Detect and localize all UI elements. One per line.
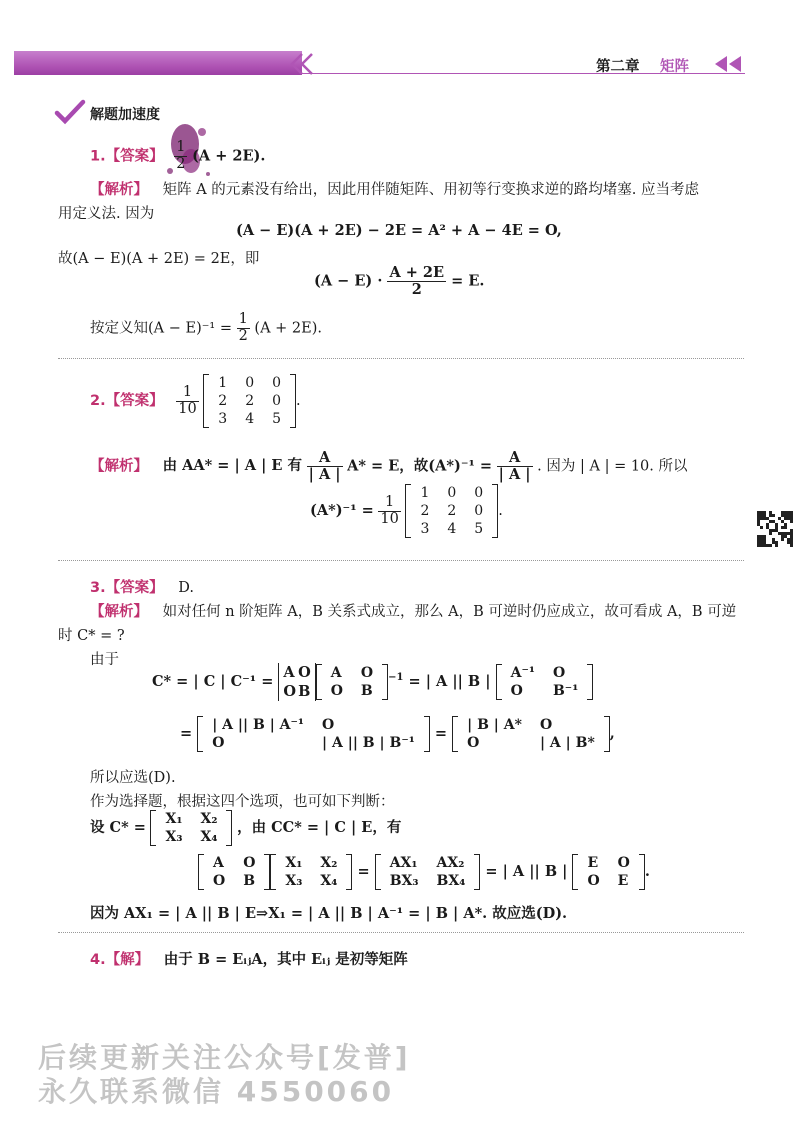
fraction-denominator: 2 <box>176 155 186 172</box>
eq2-fraction <box>387 265 446 298</box>
qr-module <box>757 541 760 544</box>
fraction-denominator: 10 <box>178 400 197 417</box>
frac-A-absA <box>497 450 533 483</box>
matrix-e-cell: E <box>587 855 599 871</box>
qr-module <box>775 523 778 526</box>
matrix-inv-cell: A⁻¹ <box>510 665 535 681</box>
matrix-AO <box>316 664 388 700</box>
matrix-big2-row <box>458 716 604 734</box>
matrix-AX <box>375 854 481 890</box>
matrix-ax-cell: AX₂ <box>436 855 465 871</box>
qr-module <box>775 526 778 529</box>
watermark-line2: 永久联系微信 4550060 <box>38 1075 395 1108</box>
qr-module <box>769 544 772 547</box>
matrix-ao-row <box>322 682 382 700</box>
qr-module <box>769 532 772 535</box>
matrix-ao-cell: B <box>360 683 373 699</box>
eq-left: (A*)⁻¹ = <box>310 502 374 519</box>
qr-module <box>784 532 787 535</box>
frac-A-absA <box>307 450 343 483</box>
analysis-a: 由 AA* = | A | E 有 <box>162 457 303 475</box>
matrix-cell: 0 <box>245 375 255 391</box>
problem-1-eq1: (A − E)(A + 2E) − 2E = A² + A − 4E = O, <box>236 222 562 239</box>
qr-module <box>775 529 778 532</box>
matrix-x-row <box>156 810 226 828</box>
problem-3-line6 <box>90 810 401 846</box>
matrix-big1-cell: | A || B | A⁻¹ <box>212 717 305 733</box>
matrix-e-cell: O <box>617 855 630 871</box>
matrix-cell: 0 <box>474 503 484 519</box>
problem-3-line3: 由于 <box>90 652 119 668</box>
divider <box>58 932 744 933</box>
matrix-cell: 2 <box>245 393 255 409</box>
header-title: 矩阵 <box>660 59 689 75</box>
problem-3-eq1 <box>152 663 593 701</box>
qr-module <box>763 514 766 517</box>
qr-module <box>775 541 778 544</box>
qr-module <box>760 538 763 541</box>
fraction-denominator: 2 <box>238 327 248 344</box>
matrix-ao-cell: O <box>243 855 256 871</box>
problem-3-answer <box>90 576 194 597</box>
matrix-cell: 5 <box>272 411 282 427</box>
problem-2-answer: 2.【答案】 $\frac{1}{10}$ 1 0 0 2 2 0 3 4 5 . <box>90 375 301 427</box>
frac-den-absA: | A | <box>498 465 531 483</box>
qr-module <box>790 544 793 547</box>
qr-code <box>757 509 793 549</box>
qr-module <box>784 526 787 529</box>
matrix-row <box>209 374 290 392</box>
problem-3-line2: 时 C* = ? <box>58 628 125 644</box>
eq1-mid: = | A || B | <box>408 673 491 690</box>
matrix-inv-cell: O <box>552 665 566 681</box>
matrix-e-row <box>578 854 638 872</box>
matrix-ao-cell: A <box>213 855 224 871</box>
frac-den-absA: | A | <box>308 465 341 483</box>
problem-2-eq: (A*)⁻¹ = $\frac{1}{10}$ 1 0 0 2 2 0 3 4 5 . <box>310 485 503 537</box>
fraction-denominator: 10 <box>380 510 399 527</box>
section-title: 解题加速度 <box>90 107 160 123</box>
matrix-cell: 0 <box>272 375 282 391</box>
qr-module <box>781 520 784 523</box>
frac-num-A: A <box>307 450 343 467</box>
matrix-cell: 2 <box>218 393 228 409</box>
divider <box>58 358 744 359</box>
qr-module <box>781 535 784 538</box>
eq2-comma: , <box>609 725 615 742</box>
det-cell: O <box>298 664 311 681</box>
analysis-label: 【解析】 <box>90 604 148 620</box>
answer-expr: (A + 2E). <box>192 147 266 165</box>
matrix-cell: 3 <box>420 521 430 537</box>
det-cell: B <box>298 683 311 700</box>
eq3-mid: = | A || B | <box>485 863 568 880</box>
qr-module <box>787 541 790 544</box>
det-AO <box>278 663 315 701</box>
problem-4 <box>90 948 408 969</box>
matrix-big2 <box>452 716 610 752</box>
qr-module <box>784 511 787 514</box>
matrix-big1 <box>197 716 430 752</box>
qr-module <box>781 511 784 514</box>
qr-module <box>757 517 760 520</box>
qr-module <box>790 532 793 535</box>
fraction-numerator: 1 <box>176 139 186 155</box>
matrix-inv <box>496 664 594 700</box>
matrix-ax-cell: BX₄ <box>436 873 466 889</box>
qr-module <box>763 511 766 514</box>
matrix-x-cell: X₄ <box>320 873 338 889</box>
eq2-den: 2 <box>411 280 422 298</box>
qr-module <box>757 523 760 526</box>
qr-module <box>757 544 760 547</box>
analysis-text: 矩阵 A 的元素没有给出，因此用伴随矩阵、用初等行变换求逆的路均堵塞. 应当考虑 <box>162 182 700 198</box>
matrix-row <box>411 502 492 520</box>
matrix-cell: 5 <box>474 521 484 537</box>
matrix-ao-row <box>322 664 382 682</box>
qr-module <box>772 538 775 541</box>
matrix-ax-cell: BX₃ <box>389 873 419 889</box>
matrix-cell: 0 <box>272 393 282 409</box>
matrix-row <box>209 410 290 428</box>
matrix-row <box>411 520 492 538</box>
matrix-big1-row <box>203 734 424 752</box>
qr-module <box>781 514 784 517</box>
qr-module <box>781 526 784 529</box>
matrix-big2-cell: O <box>467 735 480 751</box>
matrix-X <box>270 854 352 890</box>
double-triangle-left-icon <box>713 56 745 72</box>
qr-module <box>757 511 760 514</box>
qr-module <box>784 514 787 517</box>
matrix-x-cell: X₃ <box>285 873 303 889</box>
qr-module <box>757 520 760 523</box>
matrix-cell: 1 <box>218 375 228 391</box>
qr-module <box>790 535 793 538</box>
qr-module <box>787 517 790 520</box>
qr-module <box>769 520 772 523</box>
matrix-ao-row <box>204 854 264 872</box>
matrix-AO <box>198 854 270 890</box>
matrix-inv-cell: B⁻¹ <box>552 683 579 699</box>
answer-label: 1.【答案】 <box>90 148 164 165</box>
qr-module <box>787 532 790 535</box>
eq-matrix <box>405 484 498 538</box>
problem-3-eq3 <box>198 854 650 890</box>
qr-module <box>787 514 790 517</box>
fraction-half <box>174 140 187 173</box>
matrix-ao-cell: O <box>360 665 374 681</box>
matrix-cell: 0 <box>447 485 457 501</box>
fraction-half <box>237 312 250 345</box>
matrix-cell: 0 <box>474 485 484 501</box>
matrix-x-cell: X₃ <box>165 829 183 845</box>
qr-module <box>769 511 772 514</box>
matrix-row <box>411 484 492 502</box>
qr-module <box>778 517 781 520</box>
matrix-ax-cell: AX₁ <box>389 855 418 871</box>
matrix-X <box>150 810 232 846</box>
line6-pre: 设 C* = <box>90 819 146 836</box>
problem-3-eq2 <box>180 716 615 752</box>
qr-module <box>760 541 763 544</box>
matrix-x-row <box>276 854 346 872</box>
answer-label: 3.【答案】 <box>90 580 164 596</box>
qr-module <box>775 544 778 547</box>
matrix-cell: 1 <box>420 485 430 501</box>
answer-fraction <box>176 385 198 418</box>
matrix-ao-cell: O <box>213 873 226 889</box>
matrix-cell: 2 <box>420 503 430 519</box>
qr-module <box>772 541 775 544</box>
matrix-x-cell: X₁ <box>165 811 183 827</box>
qr-module <box>781 538 784 541</box>
matrix-big2-cell: | A | B* <box>539 735 595 751</box>
matrix-ax-row <box>381 854 475 872</box>
qr-module <box>790 538 793 541</box>
fraction-numerator: 1 <box>238 311 248 327</box>
qr-module <box>763 517 766 520</box>
matrix-inv-row <box>502 664 588 682</box>
problem-1-analysis-line2: 用定义法. 因为 <box>58 206 155 222</box>
eq3-end: . <box>644 863 650 880</box>
analysis-text: 如对任何 n 阶矩阵 A，B 关系式成立，那么 A，B 可逆时仍应成立，故可看成 A，B 可逆 <box>162 604 737 620</box>
watermark-line1: 后续更新关注公众号[发普] <box>38 1041 411 1074</box>
det-cell: A <box>283 664 295 681</box>
matrix-ao-cell: B <box>243 873 256 889</box>
conclusion-pre: 按定义知(A − E)⁻¹ = <box>90 320 232 337</box>
matrix-big1-cell: O <box>322 717 335 733</box>
answer-matrix <box>203 374 296 428</box>
matrix-row <box>209 392 290 410</box>
matrix-x-row <box>276 872 346 890</box>
qr-module <box>790 517 793 520</box>
eq2-mid: = <box>434 725 448 742</box>
problem-1-line3: 故(A − E)(A + 2E) = 2E，即 <box>58 251 260 267</box>
qr-module <box>763 535 766 538</box>
line6-post: ，由 CC* = | C | E，有 <box>237 819 402 836</box>
qr-module <box>760 511 763 514</box>
qr-module <box>790 511 793 514</box>
qr-module <box>784 517 787 520</box>
qr-module <box>781 532 784 535</box>
qr-module <box>766 523 769 526</box>
matrix-x-cell: X₁ <box>285 855 303 871</box>
analysis-b: A* = E，故(A*)⁻¹ = <box>347 457 493 475</box>
eq2-left: (A − E) · <box>314 272 383 290</box>
problem-1-eq2 <box>314 265 484 298</box>
problem-3-line5: 作为选择题，根据这四个选项，也可如下判断： <box>90 794 395 810</box>
analysis-label: 【解析】 <box>90 458 148 475</box>
divider <box>58 560 744 561</box>
matrix-x-cell: X₂ <box>200 811 218 827</box>
eq3-eq: = <box>357 863 370 880</box>
matrix-x-cell: X₄ <box>200 829 218 845</box>
qr-module <box>760 535 763 538</box>
qr-module <box>757 514 760 517</box>
matrix-x-cell: X₂ <box>320 855 338 871</box>
matrix-cell: 2 <box>447 503 457 519</box>
matrix-ax-row <box>381 872 475 890</box>
check-icon <box>54 99 86 125</box>
qr-module <box>778 532 781 535</box>
matrix-E <box>572 854 644 890</box>
matrix-cell: 3 <box>218 411 228 427</box>
answer-label: 2.【答案】 <box>90 393 164 409</box>
qr-module <box>763 538 766 541</box>
matrix-big2-cell: O <box>539 717 553 733</box>
qr-module <box>763 541 766 544</box>
matrix-big2-row <box>458 734 604 752</box>
matrix-x-row <box>156 828 226 846</box>
eq2-right: = E. <box>451 272 485 290</box>
problem-3-line7: 因为 AX₁ = | A || B | E⇒X₁ = | A || B | A⁻¹ = | B | A*. 故应选(D). <box>90 905 568 922</box>
qr-module <box>760 517 763 520</box>
qr-module <box>763 544 766 547</box>
qr-module <box>790 541 793 544</box>
qr-module <box>757 535 760 538</box>
fraction-numerator: 1 <box>378 495 400 512</box>
qr-module <box>790 520 793 523</box>
eq1-left: C* = | C | C⁻¹ = <box>152 673 274 690</box>
qr-module <box>790 529 793 532</box>
det-row <box>282 663 311 682</box>
problem-4-text: 由于 B = EᵢⱼA，其中 Eᵢⱼ 是初等矩阵 <box>163 951 408 968</box>
matrix-e-row <box>578 872 638 890</box>
matrix-big2-cell: | B | A* <box>467 717 522 733</box>
qr-module <box>772 529 775 532</box>
analysis-c: . 因为 | A | = 10. 所以 <box>537 458 688 475</box>
det-cell: O <box>283 683 297 700</box>
frac-num-A: A <box>497 450 533 467</box>
det-row <box>282 682 311 701</box>
eq-fraction <box>378 495 400 528</box>
answer-value: D. <box>178 580 194 596</box>
qr-module <box>766 544 769 547</box>
qr-module <box>784 523 787 526</box>
inverse-sup: −1 <box>388 672 404 684</box>
header-band <box>14 51 302 75</box>
qr-module <box>772 514 775 517</box>
matrix-inv-cell: O <box>510 683 523 699</box>
qr-module <box>790 514 793 517</box>
solution-label: 4.【解】 <box>90 952 150 968</box>
matrix-cell: 4 <box>245 411 255 427</box>
matrix-ao-cell: O <box>330 683 343 699</box>
matrix-e-cell: O <box>587 873 600 889</box>
matrix-inv-row <box>502 682 588 700</box>
qr-module <box>760 544 763 547</box>
qr-module <box>769 529 772 532</box>
matrix-ao-cell: A <box>330 665 342 681</box>
matrix-cell: 4 <box>447 521 457 537</box>
eq2-lead: = <box>180 725 193 742</box>
qr-module <box>757 538 760 541</box>
matrix-big1-row <box>203 716 424 734</box>
qr-module <box>766 526 769 529</box>
problem-3-line4: 所以应选(D). <box>90 770 176 786</box>
problem-1-analysis-line1 <box>90 178 699 199</box>
matrix-big1-cell: | A || B | B⁻¹ <box>322 735 415 751</box>
matrix-big1-cell: O <box>212 735 225 751</box>
eq2-num: A + 2E <box>389 264 445 281</box>
problem-1-answer <box>90 140 265 173</box>
fraction-numerator: 1 <box>176 385 198 402</box>
qr-module <box>787 538 790 541</box>
qr-module <box>760 514 763 517</box>
problem-1-conclusion <box>90 312 322 345</box>
qr-module <box>760 526 763 529</box>
qr-module <box>787 511 790 514</box>
conclusion-post: (A + 2E). <box>254 320 322 337</box>
matrix-e-cell: E <box>617 873 629 889</box>
matrix-ao-row <box>204 872 264 890</box>
qr-module <box>766 517 769 520</box>
problem-3-line1 <box>90 600 736 621</box>
analysis-label: 【解析】 <box>90 182 148 198</box>
header-chapter: 第二章 <box>596 59 640 75</box>
qr-module <box>772 520 775 523</box>
qr-module <box>784 535 787 538</box>
qr-module <box>769 514 772 517</box>
problem-2-analysis <box>90 450 688 483</box>
